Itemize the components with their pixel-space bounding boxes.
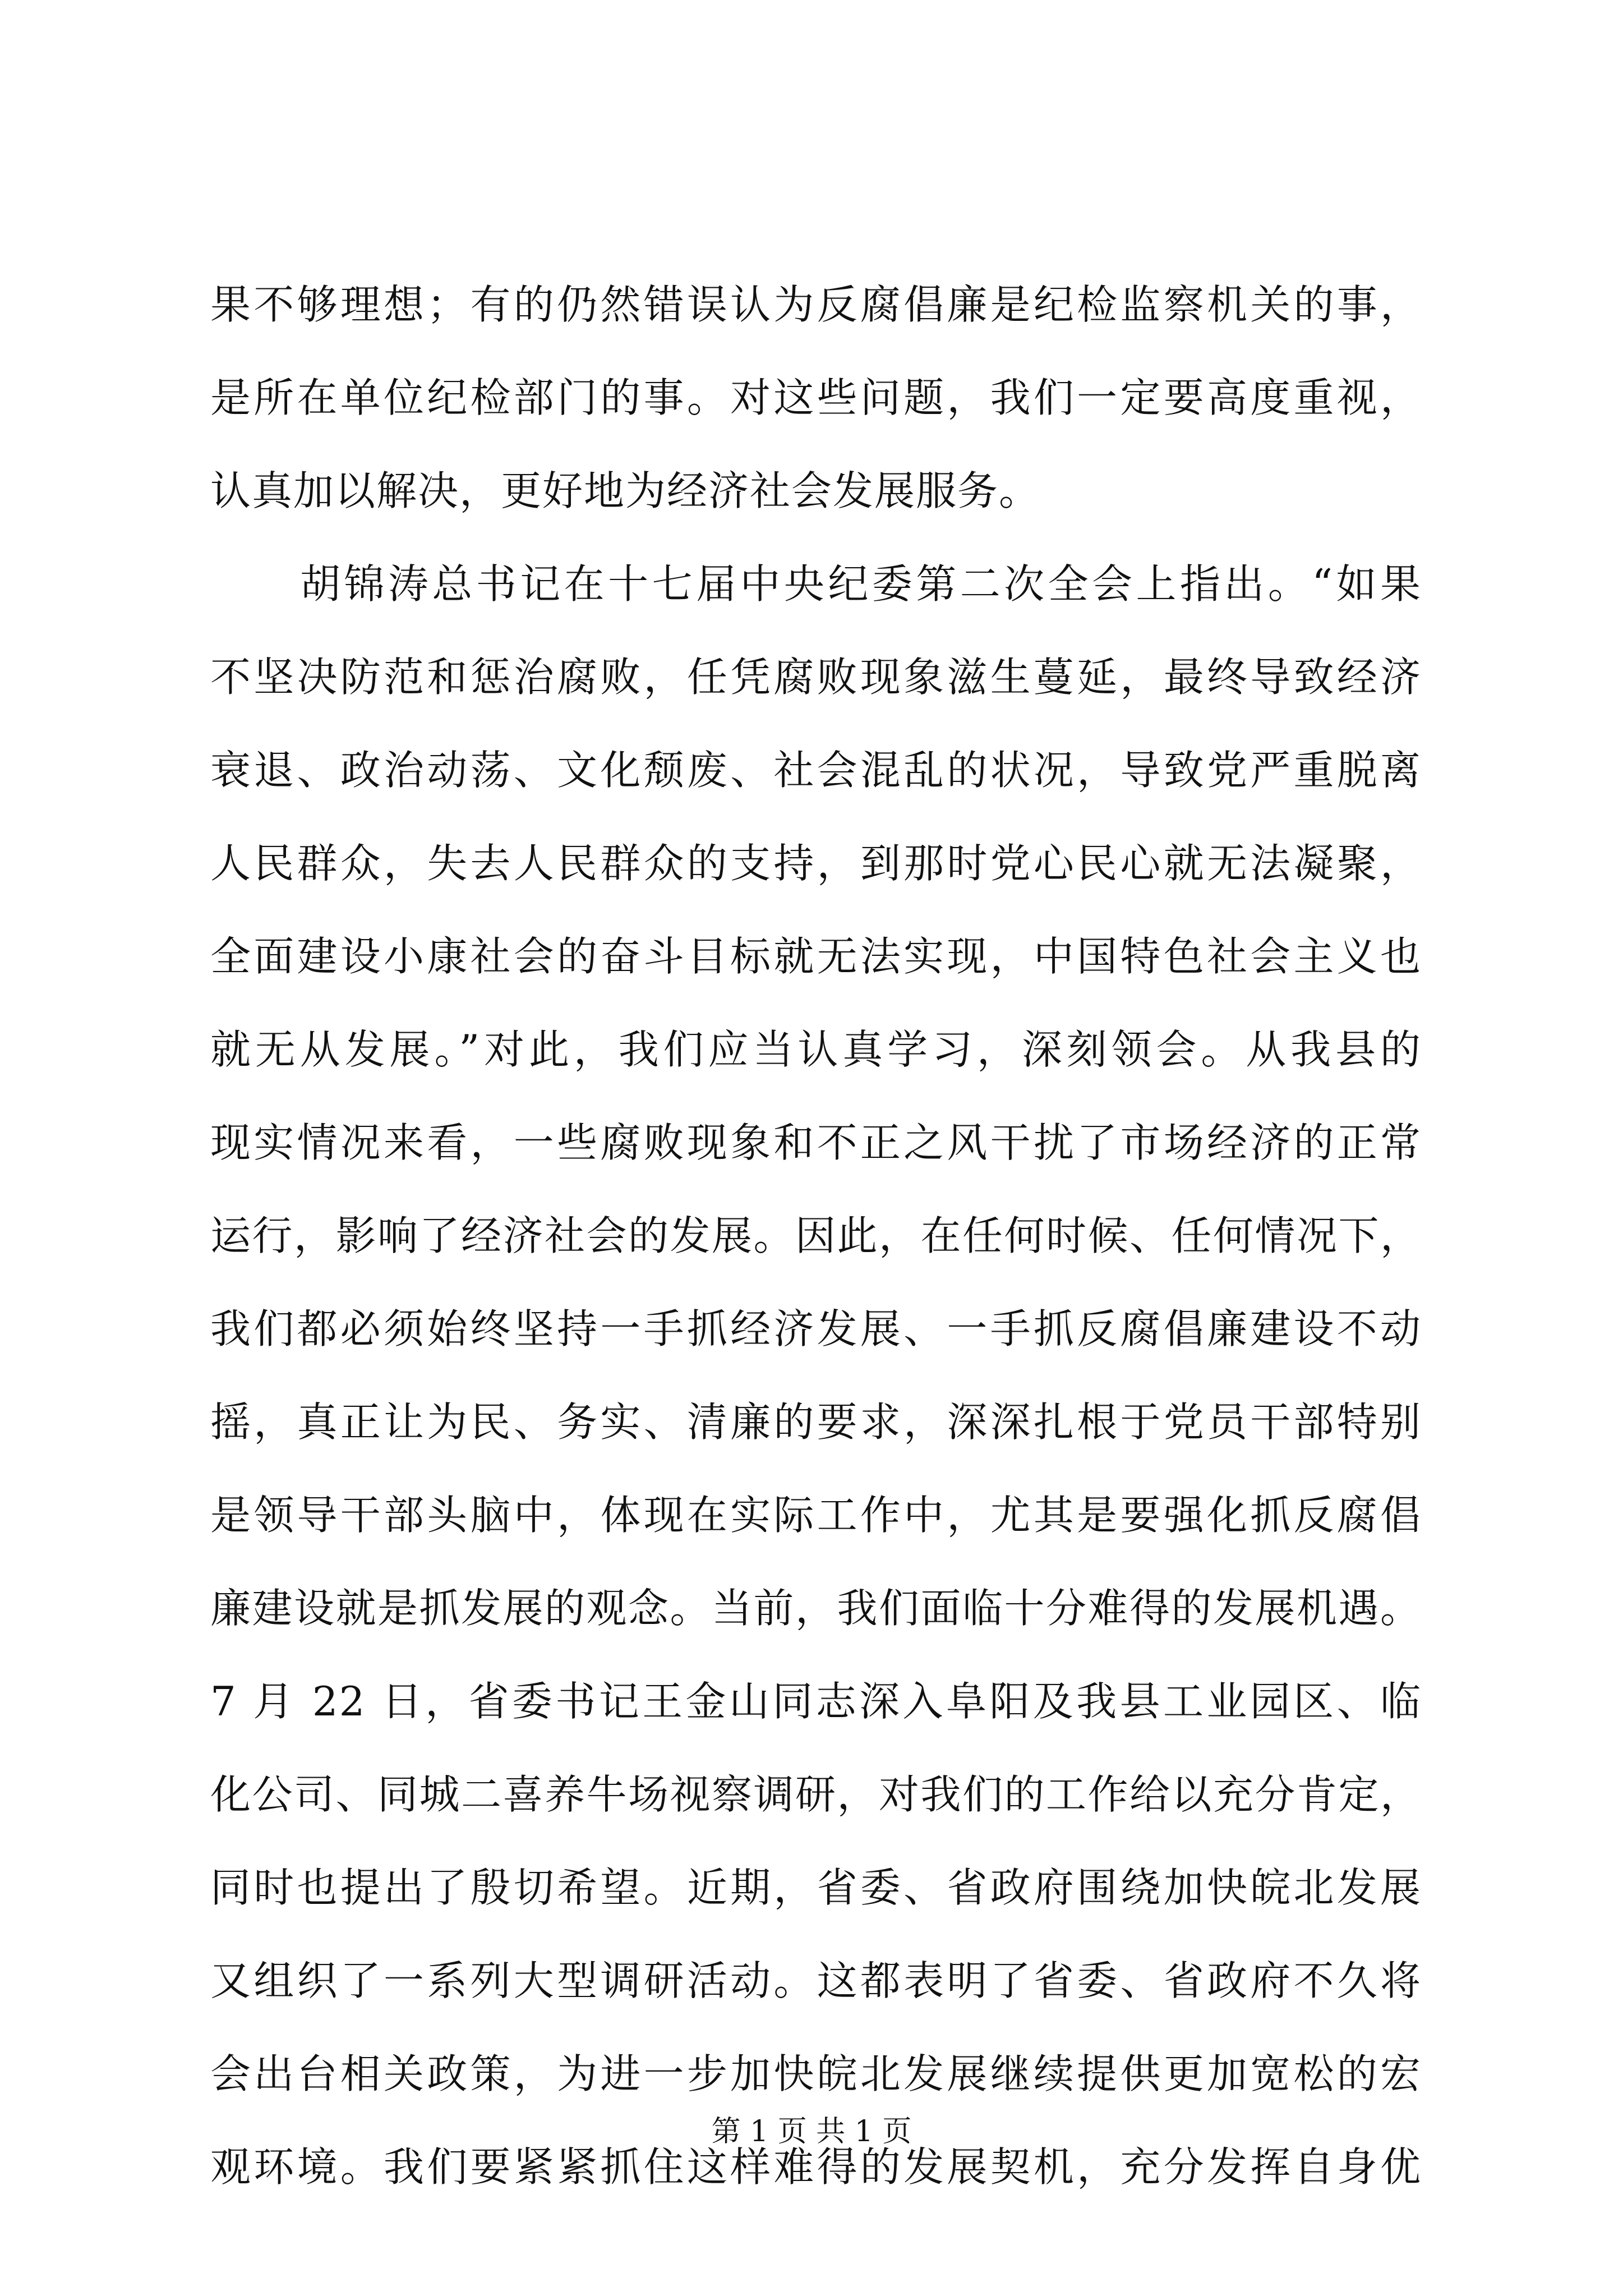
- text-line: 运行，影响了经济社会的发展。因此，在任何时候、任何情况下，: [210, 1212, 1422, 1259]
- text-line: 廉建设就是抓发展的观念。当前，我们面临十分难得的发展机遇。: [210, 1585, 1422, 1632]
- text-line: 果不够理想；有的仍然错误认为反腐倡廉是纪检监察机关的事，: [210, 281, 1422, 328]
- text-line: 就无从发展。”对此，我们应当认真学习，深刻领会。从我县的: [210, 1026, 1422, 1073]
- text-line: 同时也提出了殷切希望。近期，省委、省政府围绕加快皖北发展: [210, 1864, 1422, 1911]
- text-line: 7 月 22 日，省委书记王金山同志深入阜阳及我县工业园区、临: [210, 1678, 1422, 1725]
- text-line: 观环境。我们要紧紧抓住这样难得的发展契机，充分发挥自身优: [210, 2143, 1422, 2191]
- text-line: 全面建设小康社会的奋斗目标就无法实现，中国特色社会主义也: [210, 933, 1422, 980]
- page-number-footer: 第 1 页 共 1 页: [711, 2115, 912, 2148]
- text-line: 是所在单位纪检部门的事。对这些问题，我们一定要高度重视，: [210, 374, 1422, 421]
- text-line: 人民群众，失去人民群众的支持，到那时党心民心就无法凝聚，: [210, 840, 1422, 887]
- text-line: 认真加以解决，更好地为经济社会发展服务。: [210, 467, 1041, 514]
- text-line: 又组织了一系列大型调研活动。这都表明了省委、省政府不久将: [210, 1957, 1422, 2004]
- text-line: 衰退、政治动荡、文化颓废、社会混乱的状况，导致党严重脱离: [210, 747, 1422, 794]
- text-line: 会出台相关政策，为进一步加快皖北发展继续提供更加宽松的宏: [210, 2050, 1422, 2097]
- text-line: 化公司、同城二喜养牛场视察调研，对我们的工作给以充分肯定，: [210, 1771, 1422, 1818]
- document-body: [210, 258, 1422, 2214]
- text-line: 是领导干部头脑中，体现在实际工作中，尤其是要强化抓反腐倡: [210, 1492, 1422, 1539]
- text-line: 摇，真正让为民、务实、清廉的要求，深深扎根于党员干部特别: [210, 1398, 1422, 1446]
- text-line: 现实情况来看，一些腐败现象和不正之风干扰了市场经济的正常: [210, 1119, 1422, 1166]
- text-line: 不坚决防范和惩治腐败，任凭腐败现象滋生蔓延，最终导致经济: [210, 654, 1422, 701]
- text-line: 我们都必须始终坚持一手抓经济发展、一手抓反腐倡廉建设不动: [210, 1305, 1422, 1352]
- text-line: 胡锦涛总书记在十七届中央纪委第二次全会上指出。“如果: [300, 560, 1422, 608]
